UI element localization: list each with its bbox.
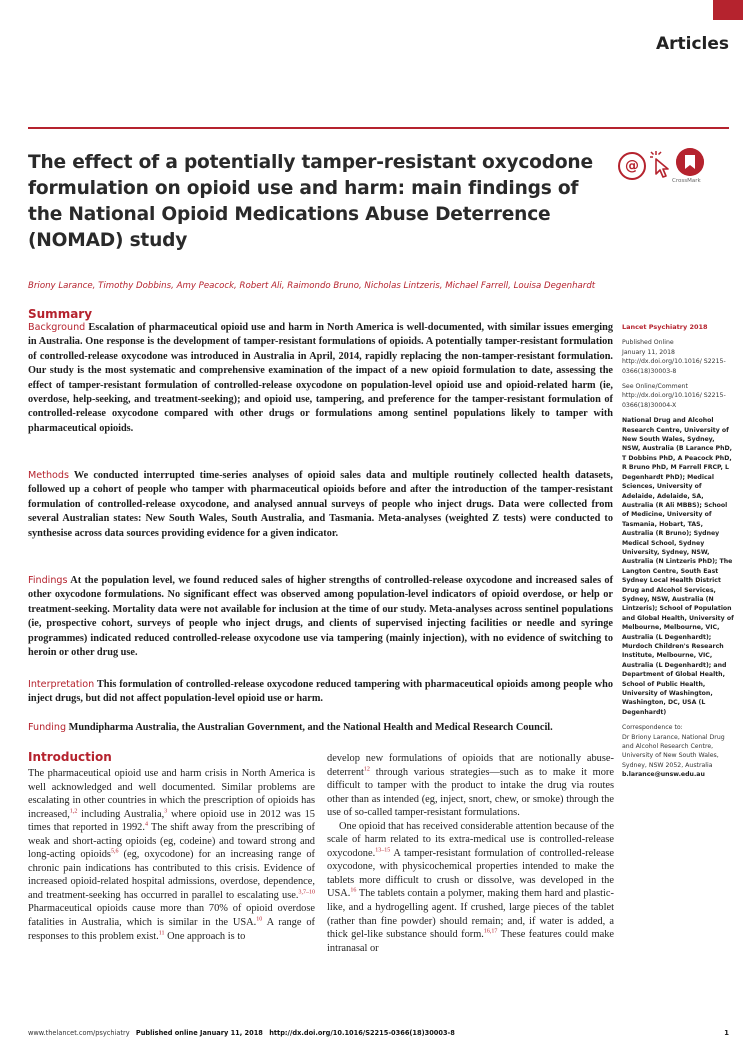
introduction-heading: Introduction [28,750,112,764]
abstract-background [28,321,613,436]
funding-label: Funding [28,722,67,733]
body-text: through various strategies—such as to make it more difficult to tamper with the product to intake the drug via routes other than as intended (eg, inject, snort, chew, or smoke) through the use of so-called tamper-resistant formulations. [327,766,614,819]
interpretation-label: Interpretation [28,679,95,690]
background-text: Escalation of pharmaceutical opioid use and harm in North America is well-documented, with similar issues emerging in Australia. One response is the development of tamper-resistant formulations of opioids. A potentially tamper-resistant formulation of controlled-release oxycodone was introduced in Australia in April, 2014, rapidly replacing the non-tamper-resistant formulation. Our study is the most systematic and comprehensive examination of the impact of a new opioid formulation to date, assessing the effect of tamper-resistant formulation of controlled-release oxycodone on population-level opioid use and opioid-related harm (ie, overdose, help-seeking, and treatment-seeking); and opioid use, tampering, and preference for the tamper-resistant formulation of controlled-release oxycodone compared with other drugs or formulations among sentinel populations likely to tamper with pharmaceutical opioids. [28,322,613,434]
abstract-funding [28,721,613,735]
reference-marker[interactable]: 3 [164,808,168,815]
author-list: Briony Larance, Timothy Dobbins, Amy Peacock, Robert Ali, Raimondo Bruno, Nicholas Lintzeris, Michael Farrell, Louisa Degenhardt [28,281,596,291]
published-date: January 11, 2018 [622,348,675,356]
journal-citation: Lancet Psychiatry 2018 [622,323,708,331]
body-text: A range of responses to this problem exist. [28,917,315,942]
methods-text: We conducted interrupted time-series analyses of opioid sales data and multiple routinely collected health datasets, followed up a cohort of people who tamper with pharmaceutical opioids before and after the introduction of the tamper-resistant formulation of controlled-release oxycodone, and analysed annual surveys of people who inject drugs. Data were collected from several Australian states: New South Wales, South Australia, and Tasmania. Meta-analyses (weighted Z tests) were conducted to synthesise across data sources providing evidence for a given indicator. [28,470,614,539]
summary-heading: Summary [28,307,93,321]
methods-label: Methods [28,470,69,481]
page-number: 1 [724,1029,729,1037]
footer-published: Published online January 11, 2018 [135,1029,263,1037]
cursor-click-icon[interactable] [650,150,672,178]
body-text: (eg, oxycodone) for an increasing range of chronic pain indications has contributed to this crisis. Evidence of increased opioid-related hospital admissions, overdose, dependence, and treatment-seeking has occurred in parallel to escalating use. [28,849,315,901]
abstract-methods [28,469,613,541]
paragraph [327,752,614,820]
footer-doi-link[interactable]: http://dx.doi.org/10.1016/S2215-0366(18)30003-8 [269,1029,455,1037]
article-sidebar [622,323,734,786]
see-online-label: See Online/Comment [622,383,688,391]
article-badges [618,148,708,192]
body-text: The pharmaceutical opioid use and harm crisis in North America is well acknowledged and well documented. Similar problems are escalating in other countries in which the prescription of opioids has increased, [28,768,315,820]
page-footer [28,1029,455,1037]
background-label: Background [28,322,86,333]
crossmark-label: CrossMark [672,178,701,184]
comment-doi-link[interactable]: http://dx.doi.org/10.1016/ S2215-0366(18)30004-X [622,392,726,409]
introduction-column-1 [28,767,315,943]
published-online-label: Published Online [622,339,674,347]
reference-marker[interactable]: 5,6 [110,848,119,855]
correspondence-email-link[interactable]: b.larance@unsw.edu.au [622,771,705,779]
abstract-interpretation [28,678,613,707]
journal-site-link[interactable]: www.thelancet.com/psychiatry [28,1029,130,1037]
correspondence [622,723,734,779]
article-doi-link[interactable]: http://dx.doi.org/10.1016/ S2215-0366(18)30003-8 [622,358,726,375]
article-title: The effect of a potentially tamper-resistant oxycodone formulation on opioid use and harm: main findings of the National Opioid Medications Abuse Deterrence (NOMAD) study [28,152,593,251]
reference-marker[interactable]: 11 [158,930,165,937]
introduction-column-2 [327,752,614,955]
open-access-icon[interactable]: @ [618,152,646,180]
reference-marker[interactable]: 1,2 [69,808,78,815]
body-text: where opioid use in 2012 was 15 times that reported in 1992. [28,808,315,834]
correspondence-address: Dr Briony Larance, National Drug and Alcohol Research Centre, University of New South Wales, Sydney, NSW 2052, Australia [622,733,725,769]
section-label: Articles [655,34,729,54]
interpretation-text: This formulation of controlled-release oxycodone reduced tampering with pharmaceutical opioids among people who inject drugs, but did not affect population-level opioid use or harm. [28,679,613,705]
author-affiliations: National Drug and Alcohol Research Centre, University of New South Wales, Sydney, NSW, Australia (B Larance PhD, T Dobbins PhD, A Peacock PhD, R Bruno PhD, M Farrell FRCP, L Degenhardt PhD); Medical Sciences, University of Adelaide, Adelaide, SA, Australia (R Ali MBBS); School of Medicine, University of Tasmania, Hobart, TAS, Australia (R Bruno); Sydney Medical School, Sydney University, Sydney, NSW, Australia (N Lintzeris PhD); The Langton Centre, South East Sydney Local Health District Drug and Alcohol Services, Sydney, NSW, Australia (N Lintzeris); School of Population and Global Health, University of Melbourne, Melbourne, VIC, Australia (L Degenhardt); Murdoch Children's Research Institute, Melbourne, VIC, Australia (L Degenhardt); and Department of Global Health, School of Public Health, University of Washington, Washington, DC, USA (L Degenhardt) [622,417,734,716]
reference-marker[interactable]: 16 [350,888,357,894]
reference-marker[interactable]: 12 [363,766,370,773]
paragraph [327,820,614,955]
edge-color-bar [713,0,743,20]
publication-info [622,338,734,376]
body-text: The shift away from the prescribing of weak and short-acting opioids (eg, codeine) and toward strong and long-acting opioids [28,822,316,861]
body-text: A tamper-resistant formulation of controlled-release oxycodone, with physicochemical properties intended to make the tablets more difficult to crush or dissolve, was developed in the USA. [327,847,614,900]
reference-marker[interactable]: 3,7–10 [298,889,315,896]
body-text: These features could make intranasal or [327,929,615,954]
comment-info [622,382,734,410]
body-text: One opioid that has received considerable attention because of the scale of harm related to its extra-medical use is controlled-release oxycodone. [327,820,614,859]
body-text: Pharmaceutical opioids cause more than 70% of opioid overdose fatalities in Australia, which is similar in the USA. [28,903,315,929]
correspondence-label: Correspondence to: [622,724,683,732]
body-text: including Australia, [77,808,165,820]
findings-text: At the population level, we found reduced sales of higher strengths of controlled-release oxycodone and increased sales of other oxycodone formulations. No significant effect was observed among population-level indicators of opioid overdose, or help or treatment-seeking. Mortality data were not available for inclusion at the time of our study. Meta-analyses across sentinel populations (ie, prospective cohort, surveys of people who inject drugs, and clients of supervised injecting facilities or needle and syringe programmes) indicated reduced controlled-release oxycodone use via tampering (mainly injection), with no evidence of switching to heroin or other drug use. [28,575,613,659]
reference-marker[interactable]: 10 [256,916,263,923]
reference-marker[interactable]: 13–15 [375,847,391,854]
crossmark-icon[interactable] [676,148,704,176]
body-text: The tablets contain a polymer, making them hard and plastic-like, and a hydrogelling agent. If crushed, large pieces of the tablet (rather than fine powder) should remain; and, if water is added, a thick gel-like substance should form. [327,888,614,941]
findings-label: Findings [28,575,68,586]
body-text: develop new formulations of opioids that are notionally abuse-deterrent [327,753,614,778]
funding-text: Mundipharma Australia, the Australian Government, and the National Health and Medical Research Council. [68,722,553,733]
abstract-findings [28,574,613,660]
header-rule [28,127,729,129]
reference-marker[interactable]: 4 [144,821,148,828]
body-text: One approach is to [164,930,246,942]
reference-marker[interactable]: 16,17 [483,928,498,935]
